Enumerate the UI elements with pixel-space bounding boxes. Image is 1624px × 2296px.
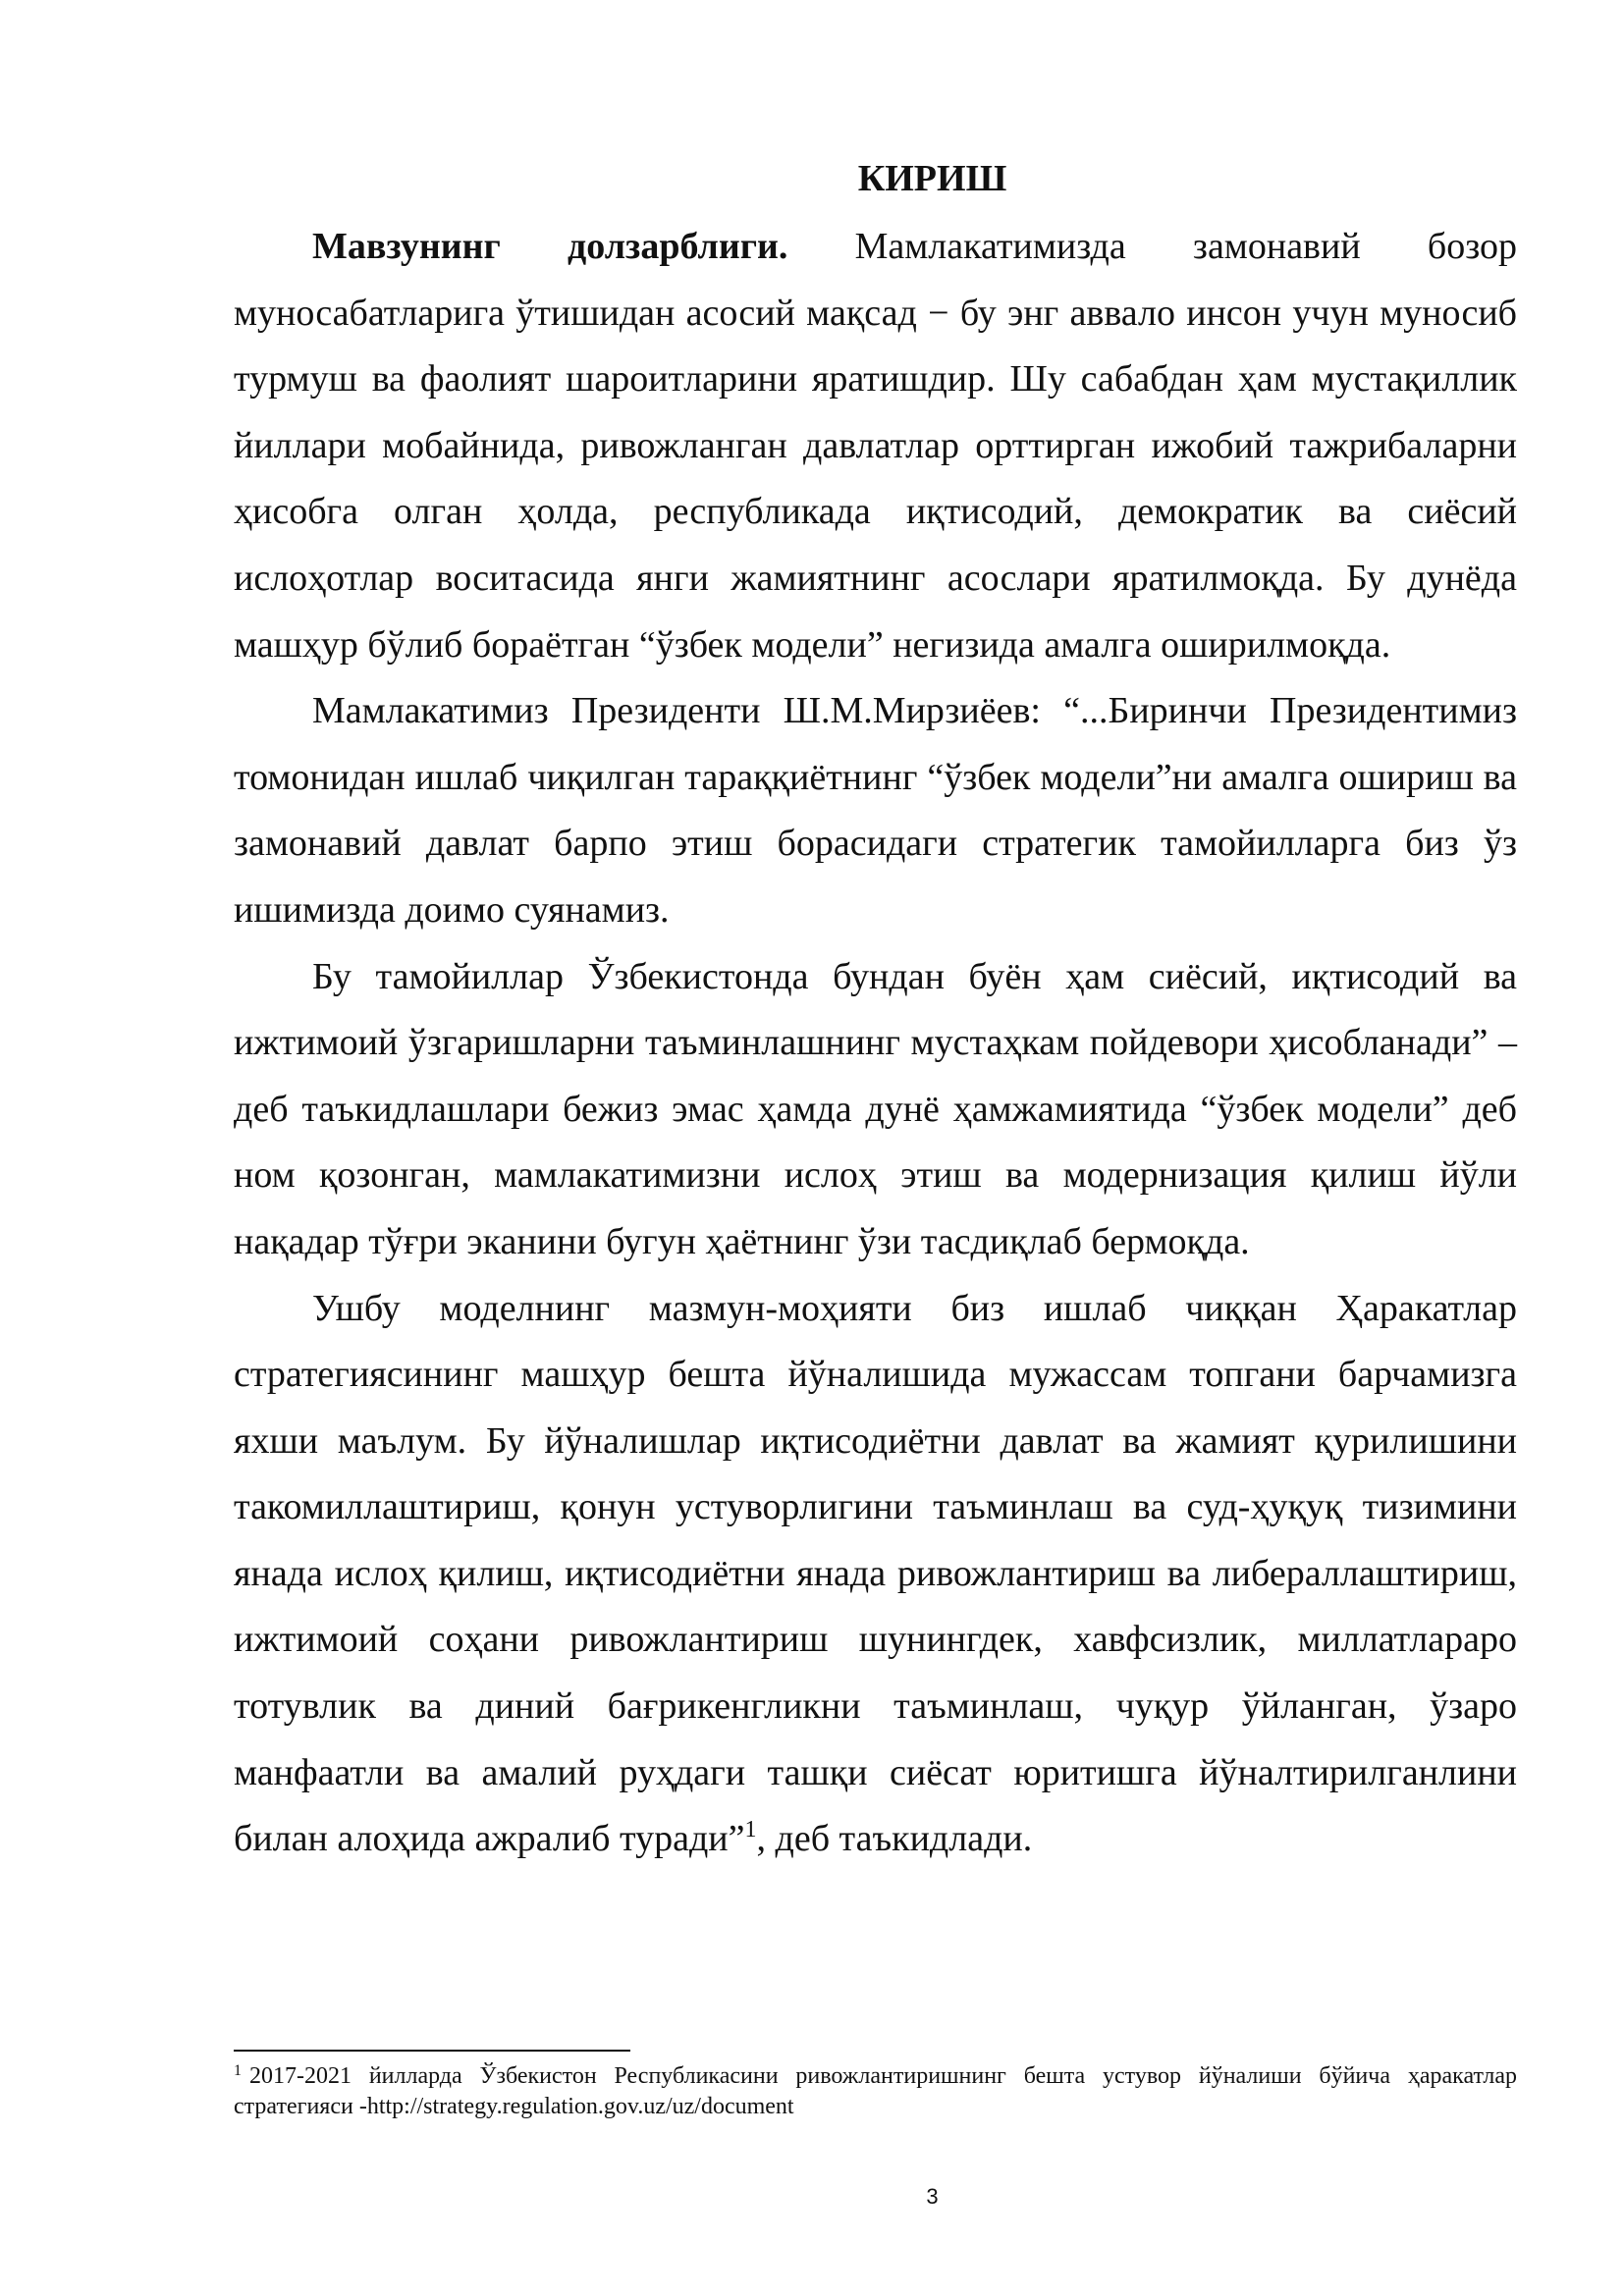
paragraph-text: Мамлакатимиз Президенти Ш.М.Мирзиёев: “...Биринчи Президентимиз томонидан ишлаб чиқилган тараққиётнинг “ўзбек модели”ни амалга ошириш ва замонавий давлат барпо этиш борасидаги стратегик тамойилларга биз ўз ишимизда доимо суянамиз. bbox=[234, 690, 1517, 931]
paragraph-tail: , деб таъкидлади. bbox=[756, 1818, 1033, 1860]
paragraph-text: Мамлакатимизда замонавий бозор муносабатларига ўтишидан асосий мақсад − бу энг аввало инсон учун муносиб турмуш ва фаолият шароитларини яратишдир. Шу сабабдан ҳам мустақиллик йиллари мобайнида, ривожланган давлатлар орттирган ижобий тажрибаларни ҳисобга олган ҳолда, республикада иқтисодий, демократик ва сиёсий ислоҳотлар воситасида янги жамиятнинг асослари яратилмоқда. Бу дунёда машҳур бўлиб бораётган “ўзбек модели” негизида амалга оширилмоқда. bbox=[234, 226, 1517, 666]
page-number: 3 bbox=[926, 2184, 939, 2209]
footnote-text: 2017-2021 йилларда Ўзбекистон Республикасини ривожлантиришнинг бешта устувор йўналиши бўйича ҳаракатлар стратегияси -http://strategy.regulation.gov.uz/uz/document bbox=[234, 2063, 1517, 2119]
paragraph-principles bbox=[234, 944, 1517, 1276]
paragraph-lead: Мавзунинг долзарблиги. bbox=[312, 226, 788, 267]
paragraph-text: Бу тамойиллар Ўзбекистонда бундан буён ҳам сиёсий, иқтисодий ва ижтимоий ўзгаришларни таъминлашнинг мустаҳкам пойдевори ҳисобланади” – деб таъкидлашлари бежиз эмас ҳамда дунё ҳамжамиятида “ўзбек модели” деб ном қозонган, мамлакатимизни ислоҳ этиш ва модернизация қилиш йўли нақадар тўғри эканини бугун ҳаётнинг ўзи тасдиқлаб бермоқда. bbox=[234, 955, 1517, 1262]
paragraph-text: Ушбу моделнинг мазмун-моҳияти биз ишлаб чиққан Ҳаракатлар стратегиясининг машҳур бешта йўналишида мужассам топгани барчамизга яхши маълум. Бу йўналишлар иқтисодиётни давлат ва жамият қурилишини такомиллаштириш, қонун устуворлигини таъминлаш ва суд-ҳуқуқ тизимини янада ислоҳ қилиш, иқтисодиётни янада ривожлантириш ва либераллаштириш, ижтимоий соҳани ривожлантириш шунингдек, хавфсизлик, миллатлараро тотувлик ва диний бағрикенгликни таъминлаш, чуқур ўйланган, ўзаро манфаатли ва амалий руҳдаги ташқи сиёсат юритишга йўналтирилганлини билан алоҳида ажралиб туради” bbox=[234, 1287, 1517, 1860]
footnote-marker: 1 bbox=[234, 2062, 242, 2079]
page-title: КИРИШ bbox=[857, 158, 1007, 199]
footnote-reference[interactable]: 1 bbox=[744, 1817, 757, 1843]
body-text bbox=[234, 214, 1517, 1873]
paragraph-relevance bbox=[234, 214, 1517, 678]
footnote-separator bbox=[234, 2050, 630, 2052]
paragraph-president-quote bbox=[234, 678, 1517, 943]
footnote bbox=[234, 2061, 1517, 2122]
paragraph-strategy bbox=[234, 1276, 1517, 1873]
